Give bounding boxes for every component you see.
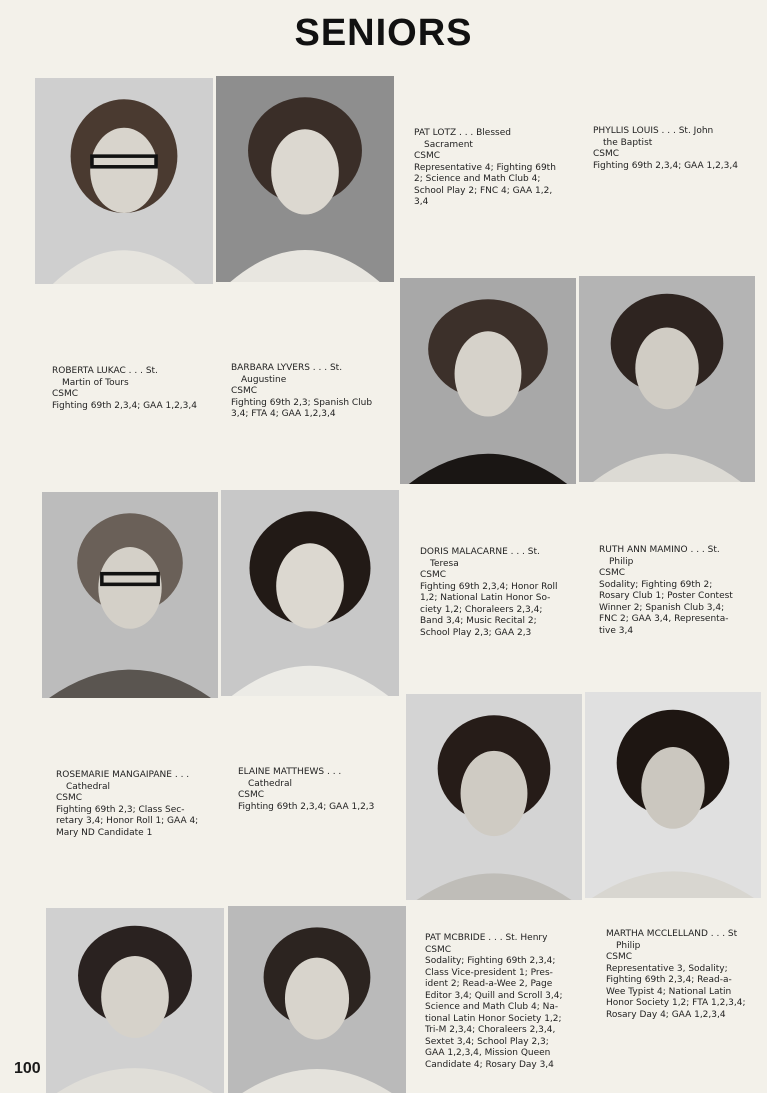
home-parish: the Baptist xyxy=(603,137,653,148)
activities-line: Science and Math Club 4; Na- xyxy=(425,1002,559,1012)
senior-name: BARBARA LYVERS . . . St. xyxy=(231,363,343,373)
home-parish: Philip xyxy=(609,556,634,567)
activities-line: Fighting 69th 2,3,4; Honor Roll xyxy=(420,581,558,592)
senior-portrait xyxy=(46,908,224,1093)
activities-line: Rosary Day 4; GAA 1,2,3,4 xyxy=(606,1009,726,1020)
page-number: 100 xyxy=(14,1060,41,1077)
activities-line: retary 3,4; Honor Roll 1; GAA 4; xyxy=(56,816,199,826)
senior-bio xyxy=(599,545,749,637)
activities-line: GAA 1,2,3,4, Mission Queen xyxy=(425,1048,551,1058)
activities-line: Sextet 3,4; School Play 2,3; xyxy=(425,1036,549,1047)
senior-portrait xyxy=(228,906,406,1093)
school: CSMC xyxy=(425,944,452,955)
senior-portrait xyxy=(585,692,761,898)
activities-line: Sodality; Fighting 69th 2,3,4; xyxy=(425,956,556,966)
school: CSMC xyxy=(52,389,79,399)
senior-bio xyxy=(52,366,212,412)
senior-bio xyxy=(593,126,753,172)
activities-line: Representative 3, Sodality; xyxy=(606,963,728,974)
school: CSMC xyxy=(606,952,633,962)
senior-name: PAT LOTZ . . . Blessed xyxy=(414,128,511,138)
home-parish: Cathedral xyxy=(66,781,110,792)
activities-line: Fighting 69th 2,3,4; Read-a- xyxy=(606,975,732,985)
activities-line: Fighting 69th 2,3,4; GAA 1,2,3,4 xyxy=(52,400,197,411)
activities-line: ident 2; Read-a-Wee 2, Page xyxy=(425,979,553,989)
school: CSMC xyxy=(238,790,265,800)
senior-portrait xyxy=(579,276,755,482)
home-parish: Teresa xyxy=(430,558,459,569)
activities-line: School Play 2,3; GAA 2,3 xyxy=(420,627,532,638)
activities-line: Mary ND Candidate 1 xyxy=(56,827,153,838)
senior-bio xyxy=(238,767,398,813)
school: CSMC xyxy=(56,793,83,803)
senior-bio xyxy=(606,929,756,1021)
school: CSMC xyxy=(593,149,620,159)
senior-name: RUTH ANN MAMINO . . . St. xyxy=(599,545,720,555)
activities-line: Candidate 4; Rosary Day 3,4 xyxy=(425,1059,554,1070)
home-parish: Philip xyxy=(616,940,641,951)
senior-bio xyxy=(425,933,577,1071)
activities-line: Sodality; Fighting 69th 2; xyxy=(599,579,713,590)
senior-portrait xyxy=(42,492,218,698)
senior-portrait xyxy=(35,78,213,284)
page-title: SENIORS xyxy=(294,12,473,54)
senior-name: PAT MCBRIDE . . . St. Henry xyxy=(425,933,548,943)
activities-line: tional Latin Honor Society 1,2; xyxy=(425,1013,562,1024)
senior-name: PHYLLIS LOUIS . . . St. John xyxy=(593,126,714,136)
senior-name: ROBERTA LUKAC . . . St. xyxy=(52,366,158,376)
activities-line: Representative 4; Fighting 69th xyxy=(414,162,556,173)
activities-line: Editor 3,4; Quill and Scroll 3,4; xyxy=(425,990,563,1001)
activities-line: Fighting 69th 2,3; Class Sec- xyxy=(56,804,185,815)
senior-portrait xyxy=(406,694,582,900)
activities-line: 3,4; FTA 4; GAA 1,2,3,4 xyxy=(231,409,336,419)
activities-line: Fighting 69th 2,3; Spanish Club xyxy=(231,397,373,408)
activities-line: Fighting 69th 2,3,4; GAA 1,2,3,4 xyxy=(593,160,738,171)
activities-line: FNC 2; GAA 3,4, Representa- xyxy=(599,614,729,624)
activities-line: Wee Typist 4; National Latin xyxy=(606,986,732,997)
school: CSMC xyxy=(231,386,258,396)
senior-bio xyxy=(231,363,393,421)
home-parish: Sacrament xyxy=(424,139,473,150)
home-parish: Martin of Tours xyxy=(62,377,129,388)
activities-line: School Play 2; FNC 4; GAA 1,2, xyxy=(414,185,553,196)
senior-portrait xyxy=(400,278,576,484)
senior-portrait xyxy=(216,76,394,282)
activities-line: Fighting 69th 2,3,4; GAA 1,2,3 xyxy=(238,801,375,812)
school: CSMC xyxy=(599,568,626,578)
activities-line: Honor Society 1,2; FTA 1,2,3,4; xyxy=(606,998,746,1008)
activities-line: Band 3,4; Music Recital 2; xyxy=(420,616,537,626)
activities-line: Tri-M 2,3,4; Choraleers 2,3,4, xyxy=(425,1025,556,1035)
school: CSMC xyxy=(420,570,447,580)
home-parish: Augustine xyxy=(241,374,287,385)
senior-bio xyxy=(420,547,572,639)
activities-line: Rosary Club 1; Poster Contest xyxy=(599,591,733,601)
school: CSMC xyxy=(414,151,441,161)
activities-line: tive 3,4 xyxy=(599,625,634,636)
senior-name: DORIS MALACARNE . . . St. xyxy=(420,547,540,557)
activities-line: 1,2; National Latin Honor So- xyxy=(420,593,551,603)
senior-name: ELAINE MATTHEWS . . . xyxy=(238,767,342,777)
activities-line: ciety 1,2; Choraleers 2,3,4; xyxy=(420,604,543,615)
senior-name: ROSEMARIE MANGAIPANE . . . xyxy=(56,770,190,780)
activities-line: Class Vice-president 1; Pres- xyxy=(425,967,553,978)
senior-bio xyxy=(414,128,569,209)
senior-name: MARTHA MCCLELLAND . . . St xyxy=(606,929,738,939)
senior-bio xyxy=(56,770,211,839)
activities-line: 2; Science and Math Club 4; xyxy=(414,174,541,184)
activities-line: Winner 2; Spanish Club 3,4; xyxy=(599,602,725,613)
home-parish: Cathedral xyxy=(248,778,292,789)
senior-portrait xyxy=(221,490,399,696)
activities-line: 3,4 xyxy=(414,197,429,207)
